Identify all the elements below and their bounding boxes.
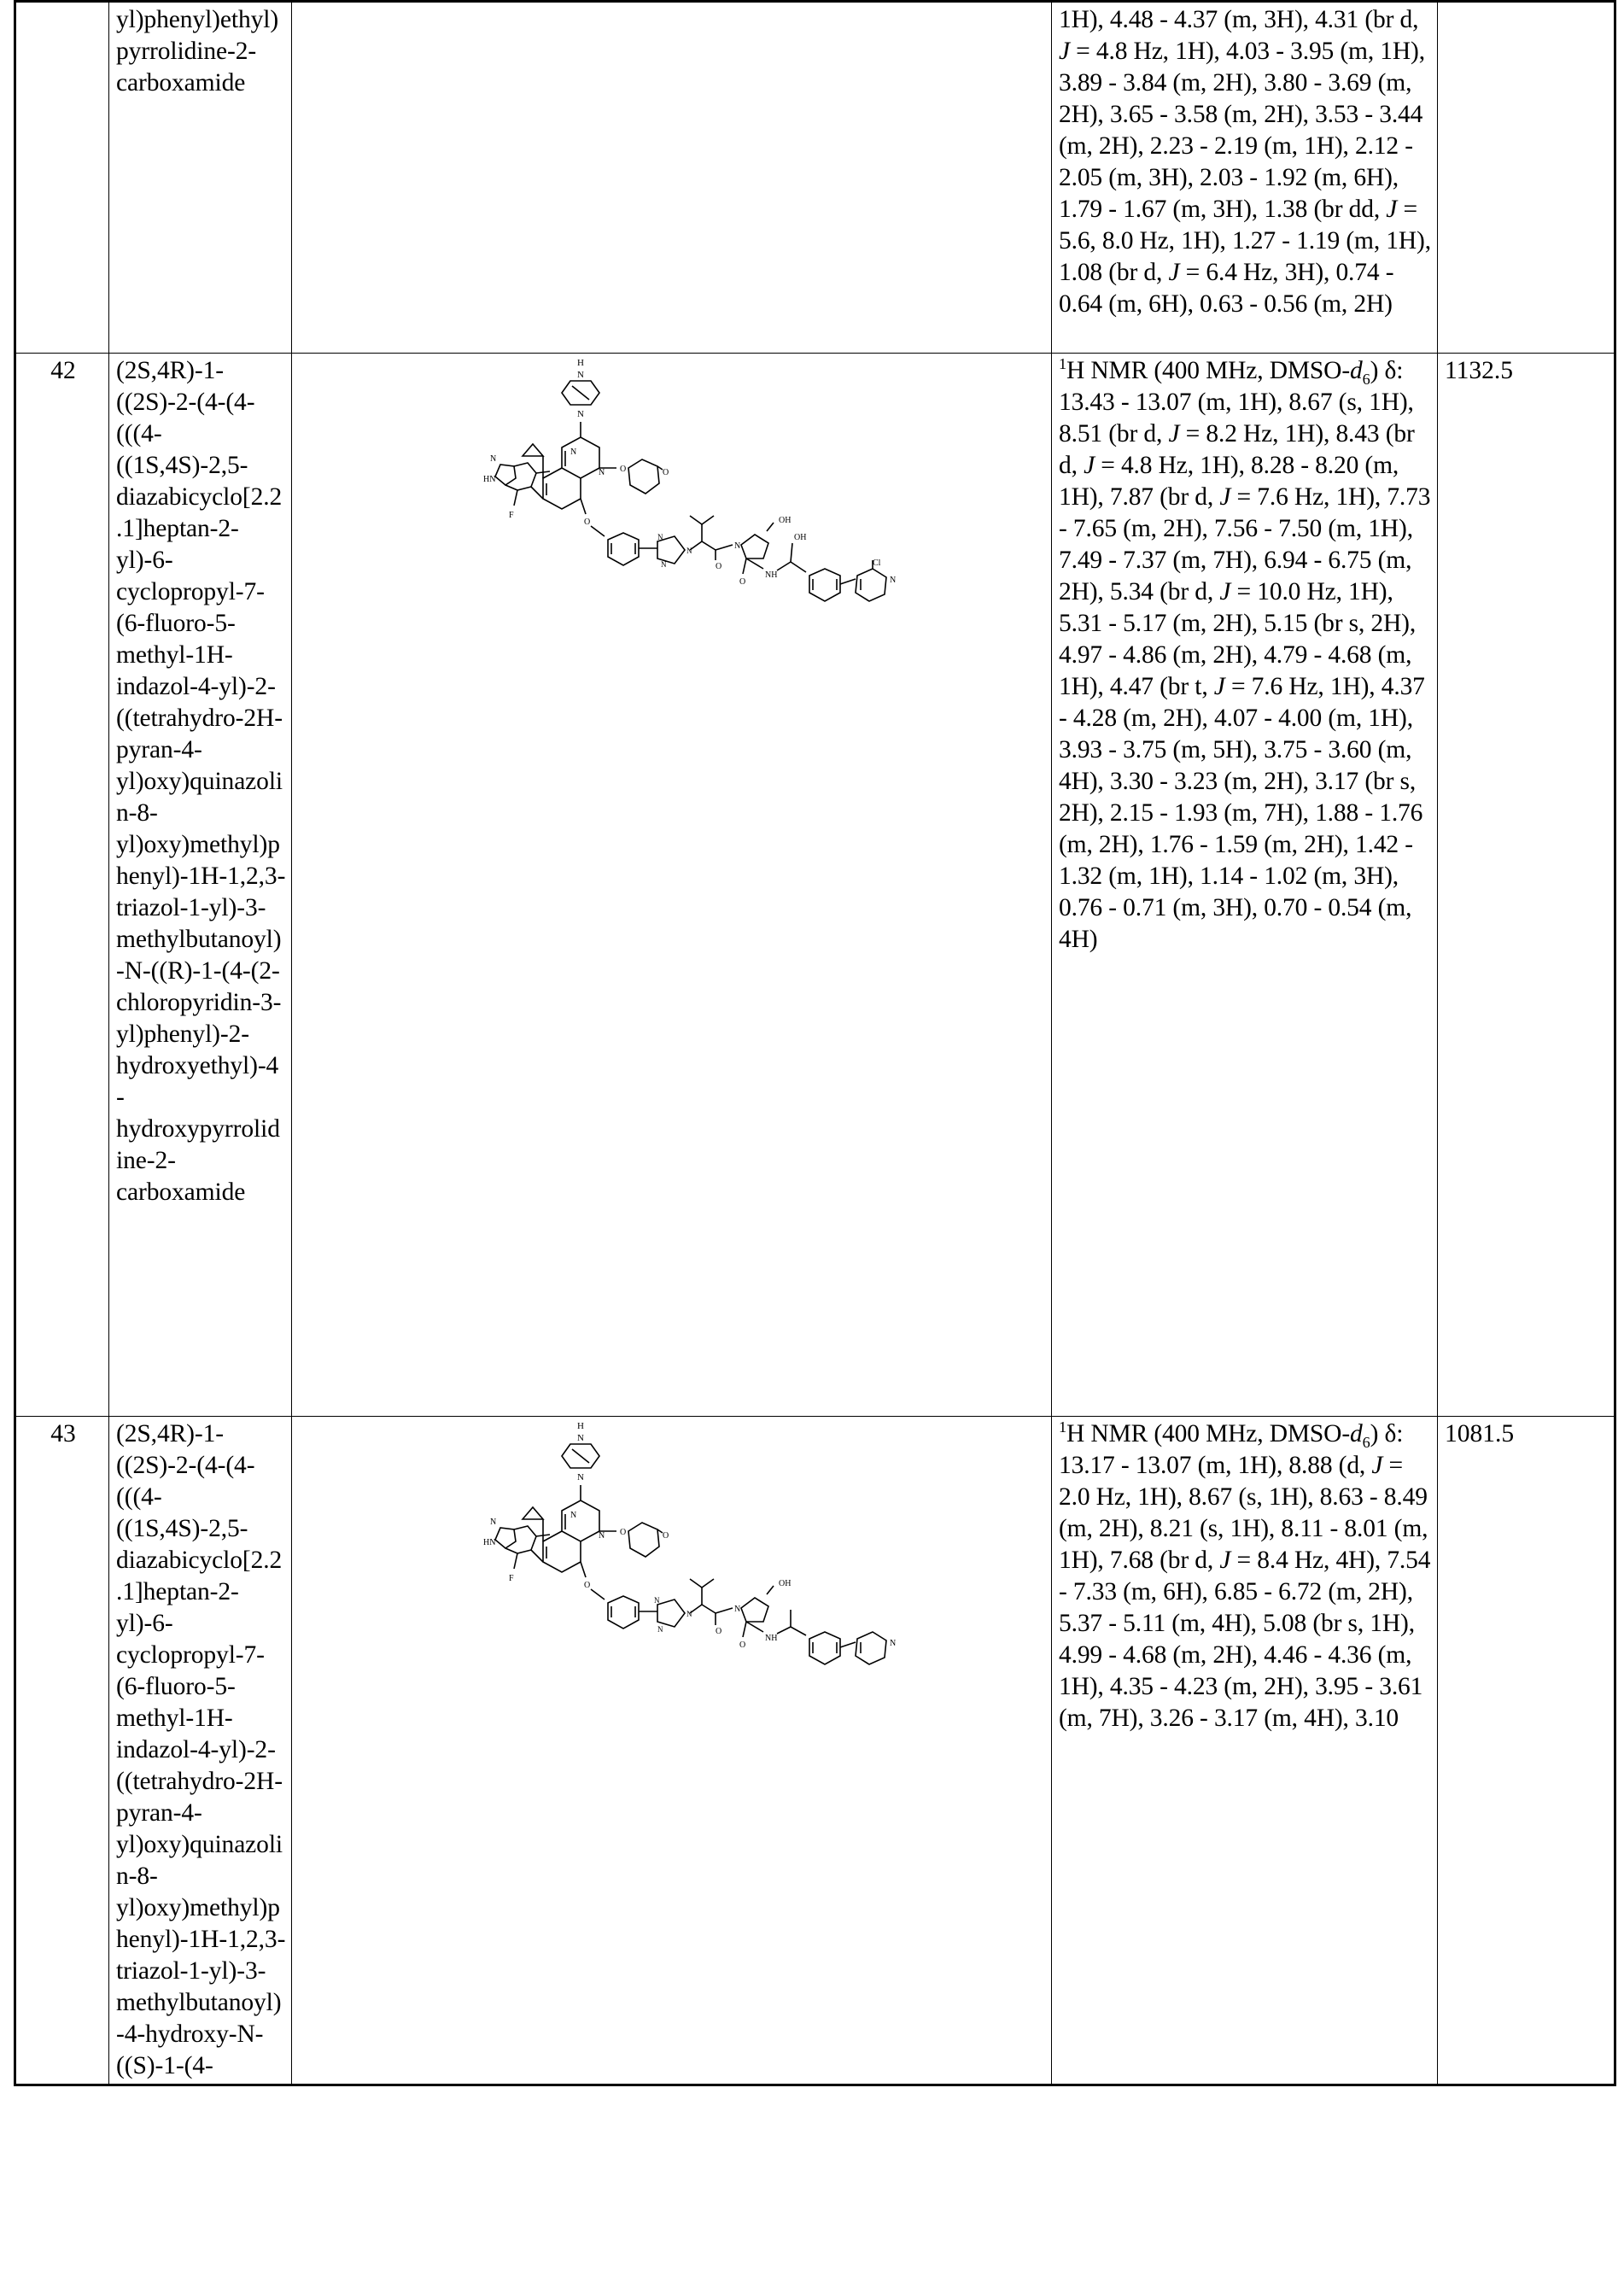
svg-text:O: O [715,1627,721,1636]
nmr-text: H NMR (400 MHz, DMSO-$d_6$) δ: 13.43 - 13.07 (m, 1H), 8.67 (s, 1H), 8.51 (br d, J = 8.2 Hz, 1H), 8.43 (br d, J = 4.8 Hz, 1H), 8.28 - 8.20 (m, 1H), 7.87 (br d, J = 7.6 Hz, 1H), 7.73 - 7.65 (m, 2H), 7.56 - 7.50 (m, 1H), 7.49 - 7.37 (m, 7H), 6.94 - 6.75 (m, 2H), 5.34 (br d, J = 10.0 Hz, 1H), 5.31 - 5.17 (m, 2H), 5.15 (br s, 2H), 4.97 - 4.86 (m, 2H), 4.79 - 4.68 (m, 1H), 4.47 (br t, J = 7.6 Hz, 1H), 4.37 - 4.28 (m, 2H), 4.07 - 4.00 (m, 1H), 3.93 - 3.75 (m, 5H), 3.75 - 3.60 (m, 4H), 3.30 - 3.23 (m, 2H), 3.17 (br s, 2H), 2.15 - 1.93 (m, 7H), 1.88 - 1.76 (m, 2H), 1.76 - 1.59 (m, 2H), 1.42 - 1.32 (m, 1H), 1.14 - 1.02 (m, 3H), 0.76 - 0.71 (m, 3H), 0.70 - 0.54 (m, 4H) [1059,357,1431,954]
svg-text:OH: OH [793,533,806,542]
svg-text:N: N [686,1610,692,1618]
svg-text:N: N [653,1596,659,1605]
svg-text:F: F [508,511,514,520]
svg-text:O: O [619,465,626,474]
nmr-cell: 1H), 4.48 - 4.37 (m, 3H), 4.31 (br d, J = 4.8 Hz, 1H), 4.03 - 3.95 (m, 1H), 3.89 - 3.84 (m, 2H), 3.80 - 3.69 (m, 2H), 3.65 - 3.58 (m, 2H), 3.53 - 3.44 (m, 2H), 2.23 - 2.19 (m, 1H), 2.12 - 2.05 (m, 3H), 2.03 - 1.92 (m, 6H), 1.79 - 1.67 (m, 3H), 1.38 (br dd, J = 5.6, 8.0 Hz, 1H), 1.27 - 1.19 (m, 1H), 1.08 (br d, J = 6.4 Hz, 3H), 0.74 - 0.64 (m, 6H), 0.63 - 0.56 (m, 2H) [1052,2,1438,354]
example-number-cell: 42 [15,354,109,1417]
svg-text:N: N [889,1639,896,1648]
compound-name-cell: (2S,4R)-1-((2S)-2-(4-(4-(((4-((1S,4S)-2,5-diazabicyclo[2.2.1]heptan-2-yl)-6-cyclopropyl-7-(6-fluoro-5-methyl-1H-indazol-4-yl)-2-((tetrahydro-2H-pyran-4-yl)oxy)quinazolin-8-yl)oxy)methyl)phenyl)-1H-1,2,3-triazol-1-yl)-3-methylbutanoyl)-N-((R)-1-(4-(2-chloropyridin-3-yl)phenyl)-2-hydroxyethyl)-4-hydroxypyrrolidine-2-carboxamide [109,354,292,1417]
svg-text:HN: HN [482,475,495,484]
svg-text:H: H [576,358,584,368]
svg-text:NH: NH [764,1634,777,1643]
compound-name-cell: (2S,4R)-1-((2S)-2-(4-(4-(((4-((1S,4S)-2,5-diazabicyclo[2.2.1]heptan-2-yl)-6-cyclopropyl-7-(6-fluoro-5-methyl-1H-indazol-4-yl)-2-((tetrahydro-2H-pyran-4-yl)oxy)quinazolin-8-yl)oxy)methyl)phenyl)-1H-1,2,3-triazol-1-yl)-3-methylbutanoyl)-4-hydroxy-N-((S)-1-(4- [109,1417,292,2085]
svg-text:NH: NH [764,570,777,580]
table-row [15,1417,1615,2085]
svg-text:N: N [598,1531,605,1541]
example-number-cell: 43 [15,1417,109,2085]
svg-text:O: O [715,562,721,571]
example-number-cell [15,2,109,354]
compound-name-cell: yl)phenyl)ethyl)pyrrolidine-2-carboxamide [109,2,292,354]
svg-text:N: N [576,370,584,380]
mass-cell: 1132.5 [1438,354,1615,1417]
mass-cell: 1081.5 [1438,1417,1615,2085]
svg-text:N: N [570,1511,576,1520]
svg-text:OH: OH [778,1579,791,1588]
svg-text:O: O [583,518,590,527]
svg-text:N: N [733,1605,740,1614]
structure-cell [292,354,1052,1417]
structure-cell [292,1417,1052,2085]
proton-superscript: 1 [1059,355,1066,373]
svg-text:N: N [660,560,666,569]
nmr-cell [1052,354,1438,1417]
chemical-structure-42 [299,355,1046,637]
svg-text:HN: HN [482,1538,495,1547]
svg-text:O: O [619,1528,626,1537]
svg-text:N: N [686,547,692,555]
svg-text:N: N [576,1433,584,1443]
chemical-structure-43 [299,1418,1046,1675]
svg-text:N: N [489,454,496,464]
svg-text:O: O [583,1581,590,1590]
svg-text:H: H [576,1421,584,1431]
table-row [15,2,1615,354]
svg-text:O: O [739,577,745,587]
svg-text:N: N [576,1472,584,1482]
nmr-cell [1052,1417,1438,2085]
svg-text:O: O [662,468,669,477]
svg-text:OH: OH [778,516,791,525]
table-row [15,354,1615,1417]
svg-text:O: O [662,1531,669,1541]
svg-text:N: N [570,447,576,457]
proton-superscript: 1 [1059,1418,1066,1436]
svg-text:N: N [657,533,663,541]
nmr-text: H NMR (400 MHz, DMSO-$d_6$) δ: 13.17 - 13.07 (m, 1H), 8.88 (d, J = 2.0 Hz, 1H), 8.67 (s, 1H), 8.63 - 8.49 (m, 2H), 8.21 (s, 1H), 8.11 - 8.01 (m, 1H), 7.68 (br d, J = 8.4 Hz, 4H), 7.54 - 7.33 (m, 6H), 6.85 - 6.72 (m, 2H), 5.37 - 5.11 (m, 4H), 5.08 (br s, 1H), 4.99 - 4.68 (m, 2H), 4.46 - 4.36 (m, 1H), 4.35 - 4.23 (m, 2H), 3.95 - 3.61 (m, 7H), 3.26 - 3.17 (m, 4H), 3.10 [1059,1420,1431,1733]
svg-text:F: F [508,1574,514,1583]
svg-text:N: N [489,1518,496,1527]
svg-text:N: N [576,409,584,419]
svg-text:N: N [598,468,605,477]
svg-text:N: N [657,1625,663,1634]
svg-text:Cl: Cl [872,558,880,568]
examples-table [14,0,1616,2086]
svg-text:N: N [889,576,896,585]
structure-cell [292,2,1052,354]
svg-text:N: N [733,541,740,551]
mass-cell [1438,2,1615,354]
svg-text:O: O [739,1640,745,1650]
